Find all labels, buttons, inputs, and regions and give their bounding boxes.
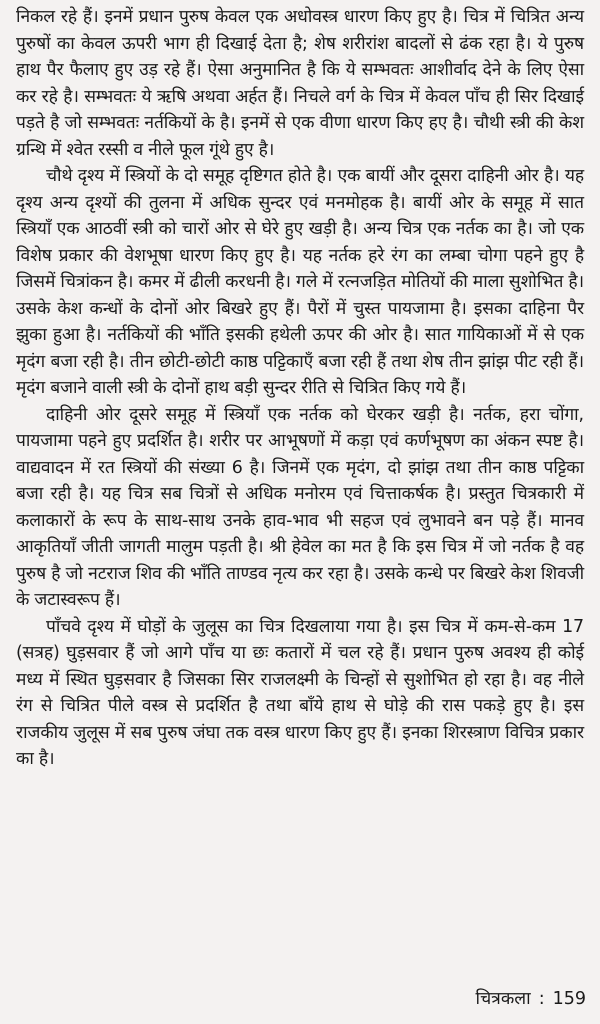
- body-text: [16, 4, 584, 773]
- running-title: चित्रकला: [475, 989, 531, 1009]
- paragraph-3: दाहिनी ओर दूसरे समूह में स्त्रियाँ एक नर्तक को घेरकर खड़ी है। नर्तक, हरा चोंगा, पायजामा पहने हुए प्रदर्शित है। शरीर पर आभूषणों में कड़ा एवं कर्णभूषण का अंकन स्पष्ट है। वाद्यवादन में रत स्त्रियों की संख्या 6 है। जिनमें एक मृदंग, दो झांझ तथा तीन काष्ठ पट्टिका बजा रही है। यह चित्र सब चित्रों से अधिक मनोरम एवं चित्ताकर्षक है। प्रस्तुत चित्रकारी में कलाकारों के रूप के साथ-साथ उनके हाव-भाव भी सहज एवं लुभावने बन पड़े हैं। मानव आकृतियाँ जीती जागती मालुम पड़ती है। श्री हेवेल का मत है कि इस चित्र में जो नर्तक है वह पुरुष है जो नटराज शिव की भाँति ताण्डव नृत्य कर रहा है। उसके कन्धे पर बिखरे केश शिवजी के जटास्वरूप हैं।: [16, 404, 584, 610]
- paragraph-2: चौथे दृश्य में स्त्रियों के दो समूह दृष्टिगत होते है। एक बायीं और दूसरा दाहिनी ओर है। यह दृश्य अन्य दृश्यों की तुलना में अधिक सुन्दर एवं मनमोहक है। बायीं ओर के समूह में सात स्त्रियाँ एक आठवीं स्त्री को चारों ओर से घेरे हुए खड़ी है। अन्य चित्र एक नर्तक का है। जो एक विशेष प्रकार की वेशभूषा धारण किए हुए है। यह नर्तक हरे रंग का लम्बा चोगा पहने हुए है जिसमें चित्रांकन है। कमर में ढीली करधनी है। गले में रत्नजड़ित मोतियों की माला सुशोभित है। उसके केश कन्धों के दोनों ओर बिखरे हुए हैं। पैरों में चुस्त पायजामा है। इसका दाहिना पैर झुका हुआ है। नर्तकियों की भाँति इसकी हथेली ऊपर की ओर है। सात गायिकाओं में से एक मृदंग बजा रही है। तीन छोटी-छोटी काष्ठ पट्टिकाएँ बजा रही हैं तथा शेष तीन झांझ पीट रही हैं। मृदंग बजाने वाली स्त्री के दोनों हाथ बड़ी सुन्दर रीति से चित्रित किए गये हैं।: [16, 166, 585, 398]
- page-footer: [476, 986, 586, 1012]
- paragraph-4: पाँचवे दृश्य में घोड़ों के जुलूस का चित्र दिखलाया गया है। इस चित्र में कम-से-कम 17 (सत्रह) घुड़सवार हैं जो आगे पाँच या छः कतारों में चल रहे हैं। प्रधान पुरुष अवश्य ही कोई मध्य में स्थित घुड़सवार है जिसका सिर राजलक्ष्मी के चिन्हों से सुशोभित हो रहा है। वह नीले रंग से चित्रित पीले वस्त्र से प्रदर्शित है तथा बाँये हाथ से घोड़े की रास पकड़े हुए है। इस राजकीय जुलूस में सब पुरुष जंघा तक वस्त्र धारण किए हुए हैं। इनका शिरस्त्राण विचित्र प्रकार का है।: [16, 616, 584, 769]
- footer-separator: :: [538, 989, 545, 1009]
- page-number: 159: [552, 989, 586, 1009]
- paragraph-1: निकल रहे हैं। इनमें प्रधान पुरुष केवल एक अधोवस्त्र धारण किए हुए है। चित्र में चित्रित अन्य पुरुषों का केवल ऊपरी भाग ही दिखाई देता है; शेष शरीरांश बादलों से ढंक रहा है। ये पुरुष हाथ पैर फैलाए हुए उड़ रहे हैं। ऐसा अनुमानित है कि ये सम्भवतः आशीर्वाद देने के लिए ऐसा कर रहे है। सम्भवतः ये ऋषि अथवा अर्हत हैं। निचले वर्ग के चित्र में केवल पाँच ही सिर दिखाई पड़ते है जो सम्भवतः नर्तकियों के है। इनमें से एक वीणा धारण किए हए है। चौथी स्त्री की केश ग्रन्थि में श्वेत रस्सी व नीले फूल गूंथे हुए है।: [16, 7, 584, 160]
